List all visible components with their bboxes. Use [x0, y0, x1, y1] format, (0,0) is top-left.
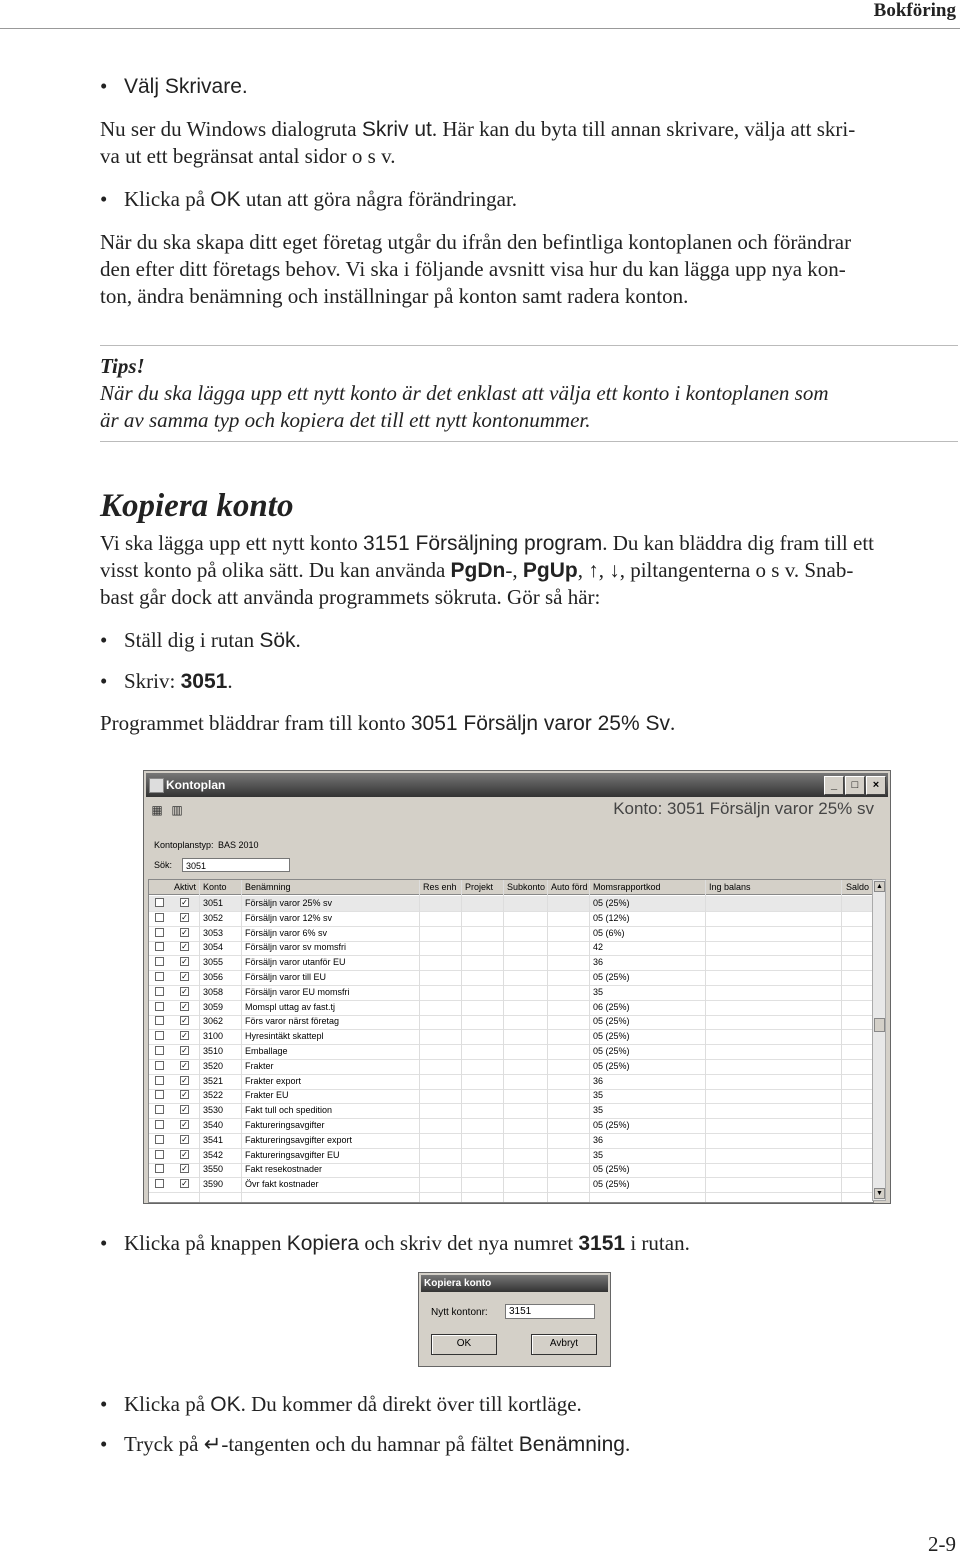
benamning-cell: Hyresintäkt skattepl [245, 1031, 324, 1042]
table-row[interactable] [149, 896, 873, 912]
momsrapportkod-cell: 35 [593, 1105, 604, 1116]
cancel-button[interactable]: Avbryt [531, 1334, 597, 1355]
col-benamning[interactable]: Benämning [245, 882, 291, 892]
aktivt-checkbox[interactable]: ✓ [181, 898, 188, 907]
benamning-cell: Emballage [245, 1046, 288, 1056]
konto-cell: 3053 [203, 927, 224, 938]
column-separator [547, 880, 548, 1202]
row-select-checkbox[interactable] [155, 1031, 164, 1040]
row-select-checkbox[interactable] [155, 942, 164, 951]
page-number: 2-9 [928, 1532, 956, 1556]
konto-cell: 3051 [203, 898, 224, 908]
aktivt-checkbox[interactable]: ✓ [181, 1001, 188, 1011]
row-select-checkbox[interactable] [155, 1120, 164, 1129]
konto-cell: 3054 [203, 942, 224, 953]
konto-cell: 3590 [203, 1179, 224, 1190]
momsrapportkod-cell: 05 (25%) [593, 898, 630, 908]
momsrapportkod-cell: 05 (25%) [593, 1179, 630, 1190]
row-select-checkbox[interactable] [155, 898, 164, 907]
momsrapportkod-cell: 35 [593, 986, 604, 997]
konto-cell: 3530 [203, 1105, 224, 1116]
window-title: Kontoplan [166, 778, 226, 792]
table-row[interactable] [149, 1029, 873, 1045]
table-row[interactable] [149, 1088, 873, 1104]
benamning-cell: Fakt tull och spedition [245, 1105, 333, 1116]
konto-cell: 3521 [203, 1075, 224, 1086]
aktivt-checkbox[interactable]: ✓ [181, 1134, 188, 1144]
benamning-cell: Övr fakt kostnader [245, 1179, 319, 1190]
benamning-cell: Försäljn varor 25% sv [245, 898, 333, 908]
paragraph-kontoplan-intro: När du ska skapa ditt eget företag utgår du ifrån den befintliga kontoplanen och förändrar den efter ditt företags behov. Vi ska i följande avsnitt visa hur du kan lägga upp nya kon- ton, ändra benämning och inställningar på konton samt radera konton. [100, 230, 852, 308]
momsrapportkod-cell: 36 [593, 1075, 604, 1086]
nytt-kontonr-label: Nytt kontonr: [431, 1307, 488, 1318]
momsrapportkod-cell: 05 (6%) [593, 927, 625, 938]
table-row[interactable] [149, 1059, 873, 1075]
row-select-checkbox[interactable] [155, 913, 164, 922]
konto-cell: 3550 [203, 1164, 224, 1175]
benamning-cell: Försäljn varor sv momsfri [245, 942, 347, 953]
minimize-icon[interactable]: _ [824, 776, 844, 795]
momsrapportkod-cell: 36 [593, 957, 604, 968]
aktivt-checkbox[interactable]: ✓ [181, 957, 188, 967]
tree-icon[interactable]: ▦ [151, 803, 163, 817]
benamning-cell: Försäljn varor 12% sv [245, 912, 333, 923]
momsrapportkod-cell: 05 (12%) [593, 912, 630, 923]
benamning-cell: Faktureringsavgifter [245, 1120, 325, 1130]
section-title: Kopiera konto [100, 488, 294, 524]
sok-label: Sök: [154, 860, 173, 870]
col-res-enh[interactable]: Res enh [423, 882, 457, 892]
col-ing-balans[interactable]: Ing balans [709, 882, 751, 892]
momsrapportkod-cell: 35 [593, 1149, 604, 1160]
column-separator [841, 880, 842, 1202]
table-row[interactable] [149, 1103, 873, 1119]
momsrapportkod-cell: 05 (25%) [593, 1164, 630, 1175]
momsrapportkod-cell: 05 (25%) [593, 972, 630, 982]
momsrapportkod-cell: 42 [593, 942, 604, 953]
paragraph-skriv-ut: Nu ser du Windows dialogruta Skriv ut. Här kan du byta till annan skrivare, välja att skri- va ut ett begränsat antal sidor o s v. [100, 117, 856, 168]
momsrapportkod-cell: 05 (25%) [593, 1046, 630, 1056]
benamning-cell: Försäljn varor 6% sv [245, 927, 328, 938]
enter-key-icon: ↵ [203, 1433, 222, 1456]
benamning-cell: Momspl uttag av fast.tj [245, 1001, 336, 1012]
aktivt-checkbox[interactable]: ✓ [181, 986, 188, 996]
row-select-checkbox[interactable] [155, 928, 164, 937]
aktivt-checkbox[interactable]: ✓ [181, 912, 188, 922]
momsrapportkod-cell: 06 (25%) [593, 1001, 630, 1012]
col-auto-ford[interactable]: Auto förd [551, 882, 588, 892]
table-row[interactable] [149, 1014, 873, 1030]
benamning-cell: Frakter export [245, 1075, 302, 1086]
aktivt-checkbox[interactable]: ✓ [181, 1016, 188, 1026]
konto-cell: 3062 [203, 1016, 224, 1027]
row-select-checkbox[interactable] [155, 1135, 164, 1144]
col-aktivt[interactable]: Aktivt [174, 882, 197, 892]
column-separator [589, 880, 590, 1202]
kontoplanstyp-label: Kontoplanstyp: [154, 840, 214, 850]
column-separator [419, 880, 420, 1202]
divider [100, 441, 958, 442]
aktivt-checkbox[interactable]: ✓ [181, 942, 188, 952]
table-row[interactable] [149, 1044, 873, 1060]
ok-button[interactable]: OK [431, 1334, 497, 1355]
momsrapportkod-cell: 36 [593, 1134, 604, 1145]
table-row[interactable] [149, 926, 873, 942]
page-header [0, 0, 960, 29]
konto-heading: Konto: 3051 Försäljn varor 25% sv [613, 799, 874, 818]
column-separator [705, 880, 706, 1202]
row-select-checkbox[interactable] [155, 1046, 164, 1055]
momsrapportkod-cell: 05 (25%) [593, 1060, 630, 1071]
grid-header [149, 880, 873, 895]
row-select-checkbox[interactable] [155, 1002, 164, 1011]
table-row[interactable] [149, 1148, 873, 1164]
aktivt-checkbox[interactable]: ✓ [181, 1060, 188, 1070]
scroll-thumb[interactable] [874, 1018, 885, 1032]
dialog-title: Kopiera konto [421, 1275, 608, 1292]
col-momsrapportkod[interactable]: Momsrapportkod [593, 882, 661, 892]
konto-cell: 3052 [203, 912, 224, 923]
aktivt-checkbox[interactable]: ✓ [181, 1046, 188, 1055]
aktivt-checkbox[interactable]: ✓ [181, 1179, 188, 1189]
konto-cell: 3542 [203, 1149, 224, 1160]
maximize-icon[interactable]: □ [845, 776, 865, 795]
benamning-cell: Försäljn varor EU momsfri [245, 986, 350, 997]
table-row[interactable] [149, 940, 873, 956]
konto-cell: 3520 [203, 1060, 224, 1071]
konto-cell: 3100 [203, 1031, 224, 1042]
row-select-checkbox[interactable] [155, 957, 164, 966]
kopiera-konto-dialog [418, 1272, 611, 1367]
paragraph-kopiera: Vi ska lägga upp ett nytt konto 3151 Försäljning program. Du kan bläddra dig fram till ett visst konto på olika sätt. Du kan använda PgDn-, PgUp, ↑, ↓, piltangenterna o s v. Snab- bast går dock att använda programmets sökruta. Gör så här: [100, 531, 875, 609]
konto-cell: 3541 [203, 1134, 224, 1145]
benamning-cell: Förs varor närst företag [245, 1016, 340, 1027]
scroll-down-icon[interactable]: ▼ [874, 1188, 885, 1199]
row-select-checkbox[interactable] [155, 972, 164, 981]
running-title: Bokföring [873, 0, 956, 21]
aktivt-checkbox[interactable]: ✓ [181, 1031, 188, 1041]
table-row[interactable] [149, 911, 873, 927]
row-select-checkbox[interactable] [155, 1061, 164, 1070]
benamning-cell: Faktureringsavgifter EU [245, 1149, 340, 1160]
close-icon[interactable]: × [866, 776, 886, 795]
aktivt-checkbox[interactable]: ✓ [181, 972, 188, 981]
aktivt-checkbox[interactable]: ✓ [181, 1164, 188, 1174]
aktivt-checkbox[interactable]: ✓ [181, 1075, 188, 1085]
app-icon [149, 778, 164, 793]
momsrapportkod-cell: 05 (25%) [593, 1120, 630, 1130]
nytt-kontonr-input[interactable]: 3151 [505, 1304, 595, 1319]
aktivt-checkbox[interactable]: ✓ [181, 1149, 188, 1159]
kontoplanstyp-value: BAS 2010 [218, 840, 259, 850]
aktivt-checkbox[interactable]: ✓ [181, 1105, 188, 1115]
aktivt-checkbox[interactable]: ✓ [181, 1120, 188, 1129]
konto-cell: 3056 [203, 972, 224, 982]
col-konto[interactable]: Konto [203, 882, 227, 892]
tips-box: Tips! När du ska lägga upp ett nytt konto är det enklast att välja ett konto i kontoplanen som är av samma typ och kopiera det till ett nytt kontonummer. [100, 354, 829, 432]
column-separator [199, 880, 200, 1202]
row-select-checkbox[interactable] [155, 1090, 164, 1099]
row-select-checkbox[interactable] [155, 1164, 164, 1173]
tips-title: Tips! [100, 354, 145, 378]
table-row[interactable] [149, 955, 873, 971]
table-row[interactable] [149, 1162, 873, 1178]
col-subkonto[interactable]: Subkonto [507, 882, 546, 892]
konto-cell: 3055 [203, 957, 224, 968]
momsrapportkod-cell: 05 (25%) [593, 1016, 630, 1027]
benamning-cell: Frakter [245, 1060, 274, 1071]
konto-cell: 3522 [203, 1090, 224, 1101]
row-select-checkbox[interactable] [155, 1016, 164, 1025]
konto-cell: 3510 [203, 1046, 224, 1056]
table-row[interactable] [149, 1133, 873, 1149]
aktivt-checkbox[interactable]: ✓ [181, 927, 188, 937]
row-select-checkbox[interactable] [155, 1076, 164, 1085]
row-select-checkbox[interactable] [155, 987, 164, 996]
column-separator [461, 880, 462, 1202]
benamning-cell: Fakt resekostnader [245, 1164, 323, 1175]
window-titlebar [146, 773, 888, 797]
kontoplan-grid [148, 879, 874, 1203]
benamning-cell: Faktureringsavgifter export [245, 1134, 353, 1145]
konto-cell: 3540 [203, 1120, 224, 1130]
scroll-up-icon[interactable]: ▲ [874, 881, 885, 892]
column-separator [241, 880, 242, 1202]
column-separator [503, 880, 504, 1202]
benamning-cell: Frakter EU [245, 1090, 289, 1101]
konto-cell: 3059 [203, 1001, 224, 1012]
paragraph-programmet: Programmet bläddrar fram till konto 3051 Försäljn varor 25% Sv. [100, 711, 676, 735]
kontoplan-window [143, 770, 891, 1204]
table-row[interactable] [149, 970, 873, 986]
benamning-cell: Försäljn varor till EU [245, 972, 327, 982]
divider [100, 345, 958, 346]
columns-icon[interactable]: ▥ [171, 803, 183, 817]
col-projekt[interactable]: Projekt [465, 882, 494, 892]
aktivt-checkbox[interactable]: ✓ [181, 1090, 188, 1100]
scrollbar[interactable] [872, 879, 886, 1201]
table-row[interactable] [149, 1177, 873, 1193]
table-row[interactable] [149, 1118, 873, 1134]
benamning-cell: Försäljn varor utanför EU [245, 957, 346, 968]
table-row[interactable] [149, 985, 873, 1001]
momsrapportkod-cell: 05 (25%) [593, 1031, 630, 1042]
col-saldo[interactable]: Saldo [846, 882, 870, 892]
search-input[interactable]: 3051 [182, 858, 290, 872]
table-row[interactable] [149, 1000, 873, 1016]
konto-cell: 3058 [203, 986, 224, 997]
row-select-checkbox[interactable] [155, 1179, 164, 1188]
row-select-checkbox[interactable] [155, 1150, 164, 1159]
row-select-checkbox[interactable] [155, 1105, 164, 1114]
table-row[interactable] [149, 1074, 873, 1090]
momsrapportkod-cell: 35 [593, 1090, 604, 1101]
